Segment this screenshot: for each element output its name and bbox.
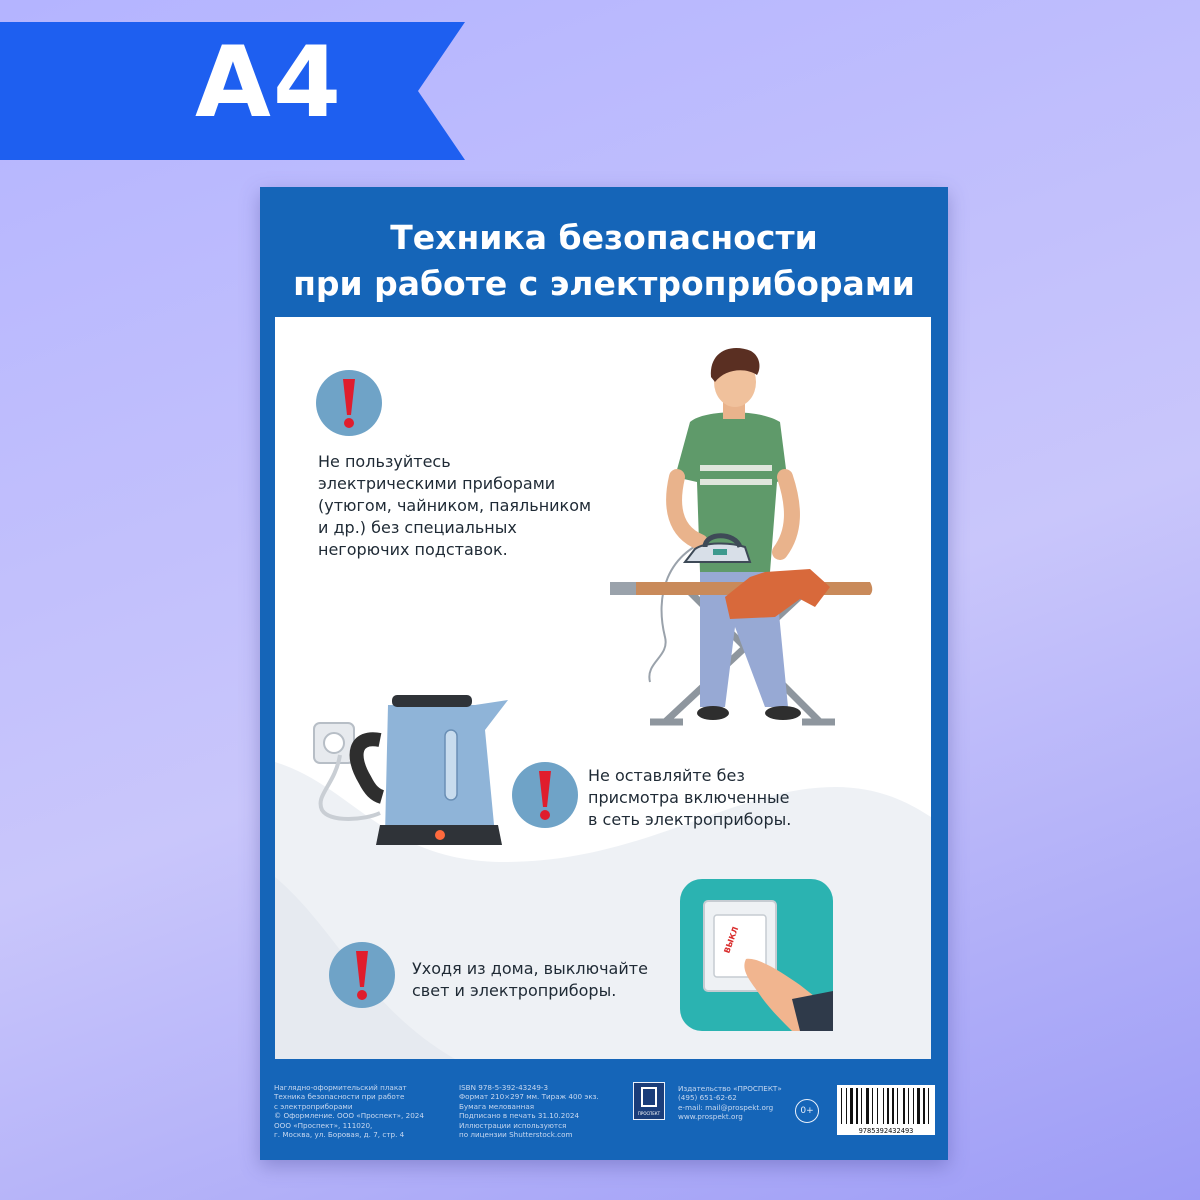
warning-exclamation-icon — [315, 369, 383, 437]
barcode-number: 9785392432493 — [858, 1127, 914, 1135]
warning-exclamation-icon — [511, 761, 579, 829]
poster-title: Техника безопасности при работе с электроприборами — [293, 218, 915, 303]
poster-content-panel — [275, 317, 931, 1059]
light-switch-illustration — [680, 879, 833, 1031]
electric-kettle-illustration — [310, 685, 515, 850]
footer-publisher-contacts: Издательство «ПРОСПЕКТ» (495) 651-62-62 e-mail: mail@prospekt.org www.prospekt.org — [678, 1084, 782, 1122]
publisher-logo — [633, 1082, 665, 1120]
safety-poster — [260, 187, 948, 1160]
svg-text:ПРОСПЕКТ: ПРОСПЕКТ — [637, 1111, 661, 1116]
warning-exclamation-icon — [328, 941, 396, 1009]
age-rating-badge: 0+ — [795, 1099, 819, 1123]
rule-2-text: Не оставляйте без присмотра включенные в сеть электроприборы. — [588, 766, 792, 829]
rule-1-text: Не пользуйтесь электрическими приборами (утюгом, чайником, паяльником и др.) без специальных негорючих подставок. — [318, 452, 592, 559]
format-badge-label: A4 — [195, 26, 344, 140]
man-ironing-illustration — [605, 337, 875, 737]
poster-footer — [260, 1072, 948, 1152]
rule-3-text: Уходя из дома, выключайте свет и электроприборы. — [412, 959, 648, 1000]
footer-print-info: ISBN 978-5-392-43249-3 Формат 210×297 мм. Тираж 400 экз. Бумага мелованная Подписано в печать 31.10.2024 Иллюстрации используются по лицензии Shutterstock.com — [459, 1083, 599, 1140]
barcode — [837, 1085, 935, 1135]
footer-imprint: Наглядно-оформительский плакат Техника безопасности при работе с электроприборами © Оформление. ООО «Проспект», 2024 ООО «Проспект», 111020, г. Москва, ул. Боровая, д. 7, стр. 4 — [274, 1083, 424, 1140]
switch-label: ВЫКЛ — [722, 925, 741, 955]
